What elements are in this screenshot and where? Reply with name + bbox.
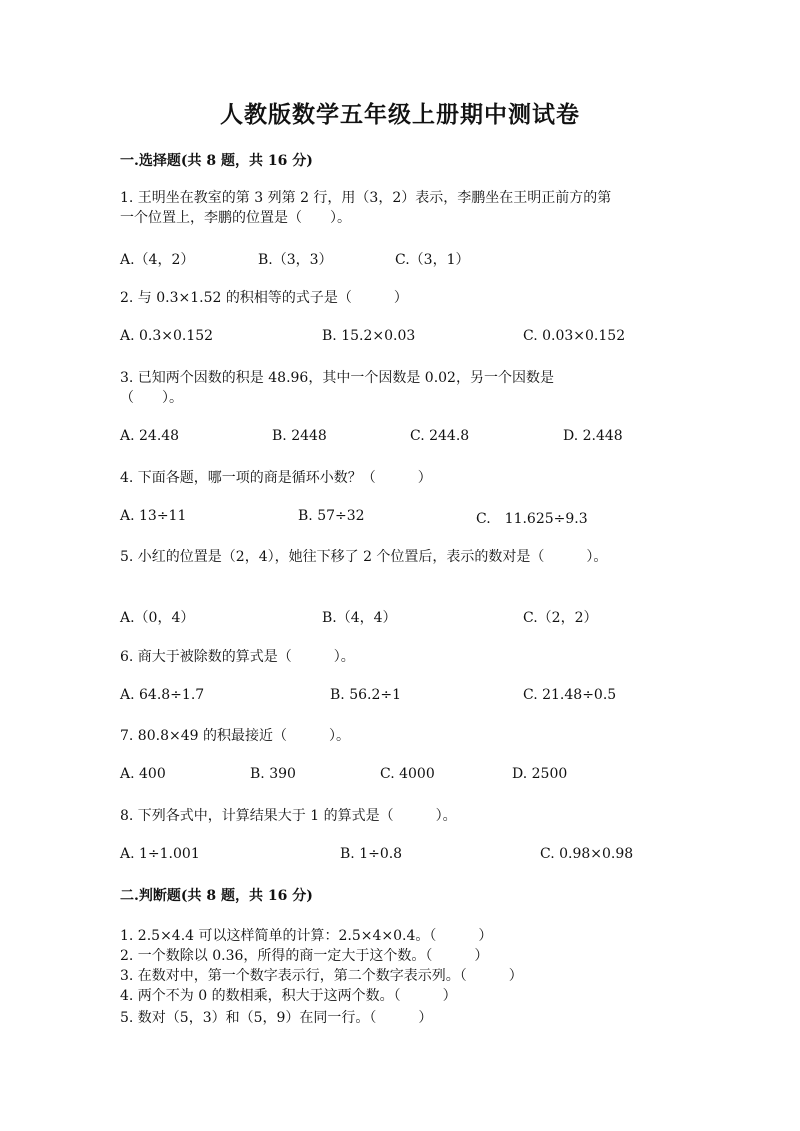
option: A. 24.48 <box>120 428 180 444</box>
option: B.（3，3） <box>258 252 333 268</box>
option: A. 64.8÷1.7 <box>120 687 205 703</box>
option: A. 0.3×0.152 <box>120 328 214 344</box>
section-heading-judge: 二.判断题(共 8 题，共 16 分) <box>120 888 313 904</box>
option: C. 244.8 <box>410 428 470 444</box>
options-row-4 <box>0 508 800 528</box>
question-stem: 6. 商大于被除数的算式是（ ）。 <box>120 649 355 665</box>
option: C.（3，1） <box>395 252 470 268</box>
option: C. 21.48÷0.5 <box>523 687 617 703</box>
option: B. 390 <box>250 766 296 782</box>
judge-item: 2. 一个数除以 0.36，所得的商一定大于这个数。（ ） <box>120 948 489 964</box>
question-3 <box>120 368 690 408</box>
options-row-1 <box>0 249 800 269</box>
judge-item: 5. 数对（5，3）和（5，9）在同一行。（ ） <box>120 1010 433 1026</box>
question-stem: （ ）。 <box>120 390 183 406</box>
option: C. 0.03×0.152 <box>523 328 626 344</box>
question-6 <box>120 647 690 667</box>
option: D. 2500 <box>512 766 568 782</box>
option: C. 11.625÷9.3 <box>476 511 588 527</box>
option: A. 1÷1.001 <box>120 846 200 862</box>
question-stem: 4. 下面各题，哪一项的商是循环小数？（ ） <box>120 470 432 486</box>
question-1 <box>120 188 690 228</box>
page-title: 人教版数学五年级上册期中测试卷 <box>220 101 580 128</box>
option: B. 2448 <box>272 428 327 444</box>
options-row-2 <box>0 328 800 348</box>
options-row-8 <box>0 846 800 866</box>
option: A. 13÷11 <box>120 508 187 524</box>
question-2 <box>120 288 690 308</box>
option: D. 2.448 <box>563 428 623 444</box>
options-row-5 <box>0 607 800 627</box>
option: C. 0.98×0.98 <box>540 846 634 862</box>
option: A.（4，2） <box>120 252 195 268</box>
option: A. 400 <box>120 766 166 782</box>
judge-item: 3. 在数对中，第一个数字表示行，第二个数字表示列。（ ） <box>120 968 523 984</box>
question-5 <box>120 547 720 567</box>
question-stem: 8. 下列各式中，计算结果大于 1 的算式是（ ）。 <box>120 808 457 824</box>
options-row-6 <box>0 687 800 707</box>
question-7 <box>120 726 690 746</box>
option: C.（2，2） <box>523 610 598 626</box>
option: C. 4000 <box>380 766 435 782</box>
option: B. 57÷32 <box>298 508 365 524</box>
judge-item: 1. 2.5×4.4 可以这样简单的计算：2.5×4×0.4。（ ） <box>120 928 493 944</box>
question-stem: 7. 80.8×49 的积最接近（ ）。 <box>120 728 350 744</box>
option: B. 15.2×0.03 <box>322 328 416 344</box>
question-4 <box>120 468 690 488</box>
option: B. 56.2÷1 <box>330 687 401 703</box>
options-row-7 <box>0 766 800 786</box>
question-stem: 3. 已知两个因数的积是 48.96，其中一个因数是 0.02，另一个因数是 <box>120 370 554 386</box>
question-stem: 1. 王明坐在教室的第 3 列第 2 行，用（3，2）表示，李鹏坐在王明正前方的第 <box>120 190 612 206</box>
option: B.（4，4） <box>322 610 397 626</box>
options-row-3 <box>0 428 800 448</box>
question-8 <box>120 806 690 826</box>
question-stem: 2. 与 0.3×1.52 的积相等的式子是（ ） <box>120 290 408 306</box>
section-heading-choice: 一.选择题(共 8 题，共 16 分) <box>120 153 313 169</box>
question-stem: 5. 小红的位置是（2，4），她往下移了 2 个位置后，表示的数对是（ ）。 <box>120 549 608 565</box>
question-stem: 一个位置上，李鹏的位置是（ ）。 <box>120 210 351 226</box>
judge-item: 4. 两个不为 0 的数相乘，积大于这两个数。（ ） <box>120 988 457 1004</box>
option: B. 1÷0.8 <box>340 846 403 862</box>
option: A.（0，4） <box>120 610 195 626</box>
